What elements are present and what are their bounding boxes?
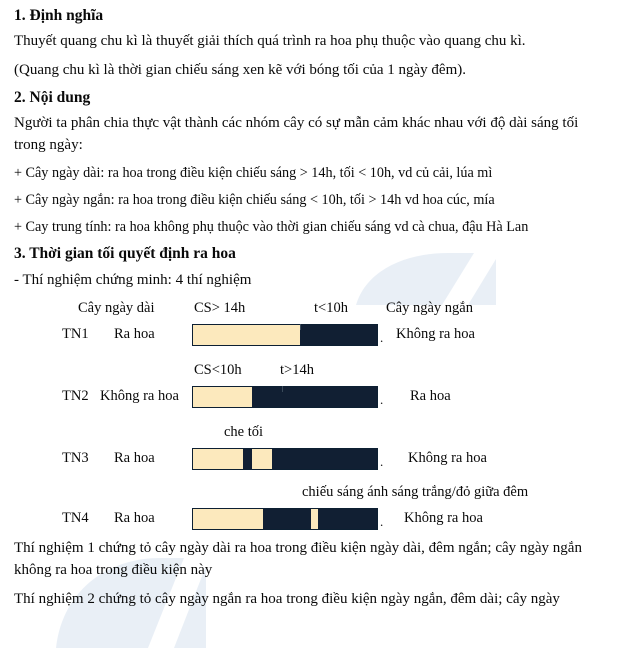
tn2-right-result: Ra hoa bbox=[410, 388, 451, 405]
tn3-top-label-1: che tối bbox=[224, 424, 264, 441]
section-heading-3: 3. Thời gian tối quyết định ra hoa bbox=[14, 245, 236, 263]
conclusion-paragraph-2: Thí nghiệm 2 chứng tỏ cây ngày ngắn ra hoa trong điều kiện ngày ngắn, đêm dài; cây ngày bbox=[14, 590, 560, 607]
tn2-left-result: Không ra hoa bbox=[100, 388, 179, 405]
diagram-header-left: Cây ngày dài bbox=[78, 300, 155, 317]
tn2-bar bbox=[192, 386, 378, 408]
tn2-tick bbox=[282, 386, 283, 392]
tn4-dark-segment-1 bbox=[263, 509, 311, 529]
tn2-top-label-1: CS<10h bbox=[194, 362, 242, 379]
tn1-dark-segment bbox=[300, 325, 377, 345]
diagram-header-right: Cây ngày ngắn bbox=[386, 300, 473, 317]
tn2-light-segment bbox=[193, 387, 252, 407]
tn1-left-result: Ra hoa bbox=[114, 326, 155, 343]
tn2-bar-end-dot: . bbox=[380, 392, 384, 408]
tn3-light-segment-2 bbox=[252, 449, 272, 469]
tn4-top-label-1: chiếu sáng ánh sáng trắng/đỏ giữa đêm bbox=[302, 484, 529, 501]
tn4-row-name: TN4 bbox=[62, 510, 89, 527]
tn4-light-interrupt bbox=[311, 509, 318, 529]
tn1-right-result: Không ra hoa bbox=[396, 326, 475, 343]
tn3-right-result: Không ra hoa bbox=[408, 450, 487, 467]
tn3-dark-segment bbox=[272, 449, 377, 469]
tn3-left-result: Ra hoa bbox=[114, 450, 155, 467]
tn4-left-result: Ra hoa bbox=[114, 510, 155, 527]
section-2-bullet-3: + Cay trung tính: ra hoa không phụ thuộc vào thời gian chiếu sáng vd cà chua, đậu Hà Lan bbox=[14, 219, 529, 236]
section-heading-1: 1. Định nghĩa bbox=[14, 7, 104, 24]
tn3-dark-interrupt bbox=[243, 449, 252, 469]
tn4-bar-end-dot: . bbox=[380, 514, 384, 530]
section-heading-2: 2. Nội dung bbox=[14, 88, 91, 106]
section-3-paragraph-1: - Thí nghiệm chứng minh: 4 thí nghiệm bbox=[14, 271, 252, 288]
photoperiod-experiment-diagram bbox=[14, 298, 612, 534]
section-2-bullet-2: + Cây ngày ngắn: ra hoa trong điều kiện chiếu sáng < 10h, tối > 14h vd hoa cúc, mía bbox=[14, 192, 495, 209]
section-1-paragraph-1: Thuyết quang chu kì là thuyết giải thích quá trình ra hoa phụ thuộc vào quang chu kì. bbox=[14, 33, 526, 50]
section-1-paragraph-2: (Quang chu kì là thời gian chiếu sáng xen kẽ với bóng tối của 1 ngày đêm). bbox=[14, 61, 466, 78]
tn4-dark-segment-2 bbox=[318, 509, 377, 529]
tn3-bar-end-dot: . bbox=[380, 454, 384, 470]
tn1-top-label-1: CS> 14h bbox=[194, 300, 246, 317]
tn1-light-segment bbox=[193, 325, 300, 345]
conclusion-paragraph-1: Thí nghiệm 1 chứng tỏ cây ngày dài ra hoa trong điều kiện ngày dài, đêm ngắn; cây ngày ngắn không ra hoa trong điều kiện này bbox=[14, 540, 582, 578]
section-2-paragraph-1: Người ta phân chia thực vật thành các nhóm cây có sự mẫn cảm khác nhau với độ dài sáng tối trong ngày: bbox=[14, 115, 579, 153]
tn1-row-name: TN1 bbox=[62, 326, 89, 343]
tn2-top-label-2: t>14h bbox=[280, 362, 314, 379]
tn1-top-label-2: t<10h bbox=[314, 300, 348, 317]
tn3-bar bbox=[192, 448, 378, 470]
tn2-row-name: TN2 bbox=[62, 388, 89, 405]
tn4-bar bbox=[192, 508, 378, 530]
tn3-row-name: TN3 bbox=[62, 450, 89, 467]
tn2-dark-segment bbox=[252, 387, 377, 407]
tn3-light-segment-1 bbox=[193, 449, 243, 469]
tn1-tick bbox=[300, 324, 301, 330]
tn1-bar bbox=[192, 324, 378, 346]
tn1-bar-end-dot: . bbox=[380, 330, 384, 346]
section-2-bullet-1: + Cây ngày dài: ra hoa trong điều kiện chiếu sáng > 14h, tối < 10h, vd củ cải, lúa mì bbox=[14, 164, 493, 181]
tn4-right-result: Không ra hoa bbox=[404, 510, 483, 527]
tn4-light-segment bbox=[193, 509, 263, 529]
